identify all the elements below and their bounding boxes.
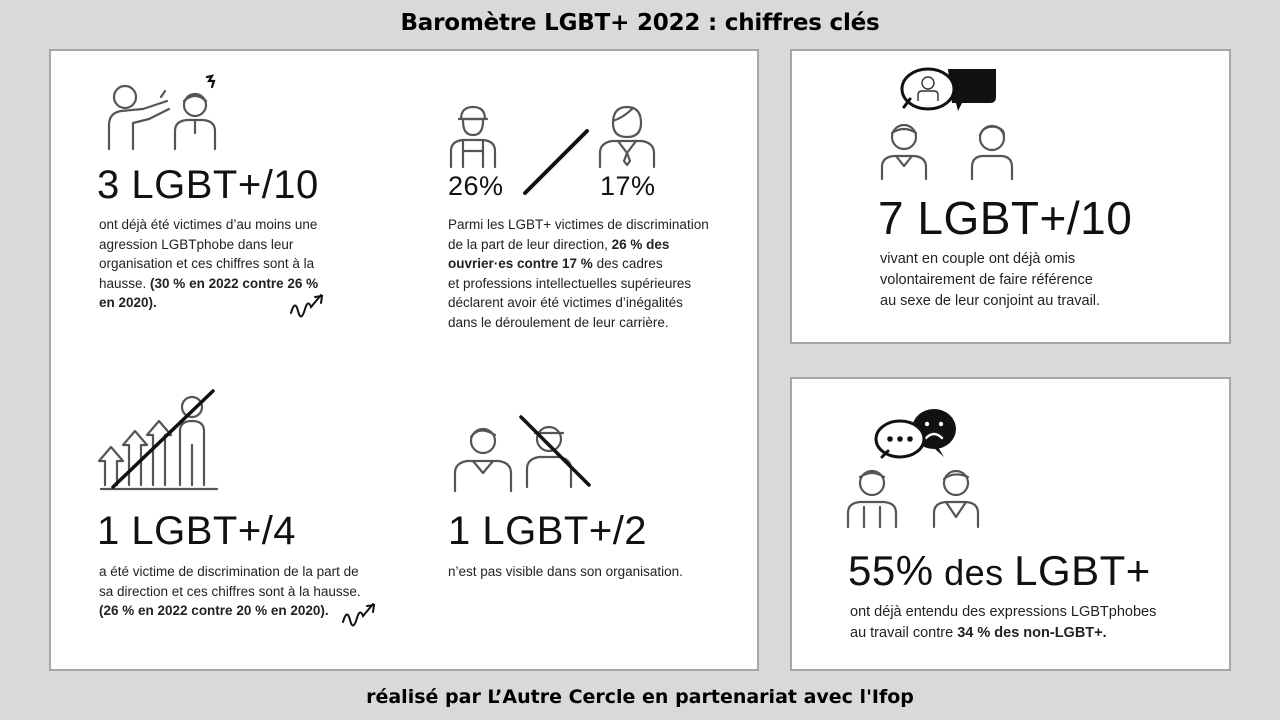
worker-icon: [447, 103, 499, 169]
expressions-line: ont déjà entendu des expressions LGBTphobes: [850, 604, 1157, 620]
people-aggression-icon: [103, 73, 233, 153]
couple-figure: 7 LGBT+/10: [878, 192, 1133, 244]
growth-chart-icon: [97, 387, 227, 497]
aggression-trend: en 2020).: [99, 295, 157, 310]
worker-percent: 26%: [448, 171, 504, 201]
discrimination-line: sa direction et ces chiffres sont à la hausse.: [99, 583, 361, 599]
page-title: Baromètre LGBT+ 2022 : chiffres clés: [400, 10, 880, 36]
visibility-text: [448, 562, 748, 582]
expressions-text: [850, 602, 1210, 644]
aggression-line: agression LGBTphobe dans leur: [99, 236, 294, 252]
aggression-text: [99, 215, 389, 313]
couple-line: au sexe de leur conjoint au travail.: [880, 293, 1101, 309]
aggression-figure: 3 LGBT+/10: [97, 163, 319, 207]
discrimination-line: a été victime de discrimination de la part de: [99, 564, 359, 579]
main-panel: [49, 49, 759, 671]
inequality-line: Parmi les LGBT+ victimes de discrimination: [448, 217, 709, 232]
inequality-highlight: 26 % des: [611, 236, 670, 252]
inequality-highlight: ouvrier·es contre 17 %: [448, 256, 593, 271]
discrimination-trend: (26 % en 2022 contre 20 % en 2020).: [99, 603, 329, 618]
manager-icon: [596, 103, 658, 169]
person-icon: [930, 467, 982, 529]
inequality-line: déclarent avoir été victimes d’inégalités: [448, 295, 683, 310]
expressions-figure-percent: 55%: [848, 547, 934, 594]
speech-bubble-icon: [900, 67, 996, 115]
manager-percent: 17%: [600, 171, 656, 201]
inequality-line: de la part de leur direction,: [448, 236, 612, 252]
sad-bubble-icon: [874, 407, 964, 465]
inequality-line: des cadres: [592, 256, 663, 271]
person-icon: [844, 467, 900, 529]
hidden-person-icon: [449, 411, 599, 491]
couple-text: [880, 249, 1180, 312]
trend-up-icon: [289, 295, 325, 321]
inequality-line: et professions intellectuelles supérieures: [448, 275, 692, 291]
person-icon: [878, 121, 930, 181]
expressions-figure-des: des: [933, 552, 1015, 593]
expressions-line: au travail contre: [850, 625, 958, 641]
aggression-line: ont déjà été victimes d’au moins une: [99, 217, 318, 232]
footer-credit: réalisé par L’Autre Cercle en partenariat avec l'Ifop: [366, 686, 914, 708]
expressions-panel: [790, 377, 1231, 671]
couple-panel: [790, 49, 1231, 344]
inequality-text: [448, 215, 748, 332]
aggression-line: hausse.: [99, 275, 151, 291]
couple-line: volontairement de faire référence: [880, 272, 1093, 288]
trend-up-icon: [341, 604, 377, 630]
couple-line: vivant en couple ont déjà omis: [880, 251, 1076, 267]
aggression-trend: (30 % en 2022 contre 26 %: [150, 275, 319, 291]
expressions-figure-lgbt: LGBT+: [1014, 547, 1151, 594]
visibility-figure: 1 LGBT+/2: [448, 509, 648, 553]
inequality-line: dans le déroulement de leur carrière.: [448, 314, 669, 330]
discrimination-figure: 1 LGBT+/4: [97, 509, 297, 553]
slash-divider: [521, 127, 591, 197]
expressions-highlight: 34 % des non-LGBT+.: [957, 625, 1107, 641]
aggression-line: organisation et ces chiffres sont à la: [99, 256, 315, 271]
visibility-line: n’est pas visible dans son organisation.: [448, 564, 683, 579]
person-icon: [968, 121, 1016, 181]
expressions-figure: [848, 547, 1151, 595]
